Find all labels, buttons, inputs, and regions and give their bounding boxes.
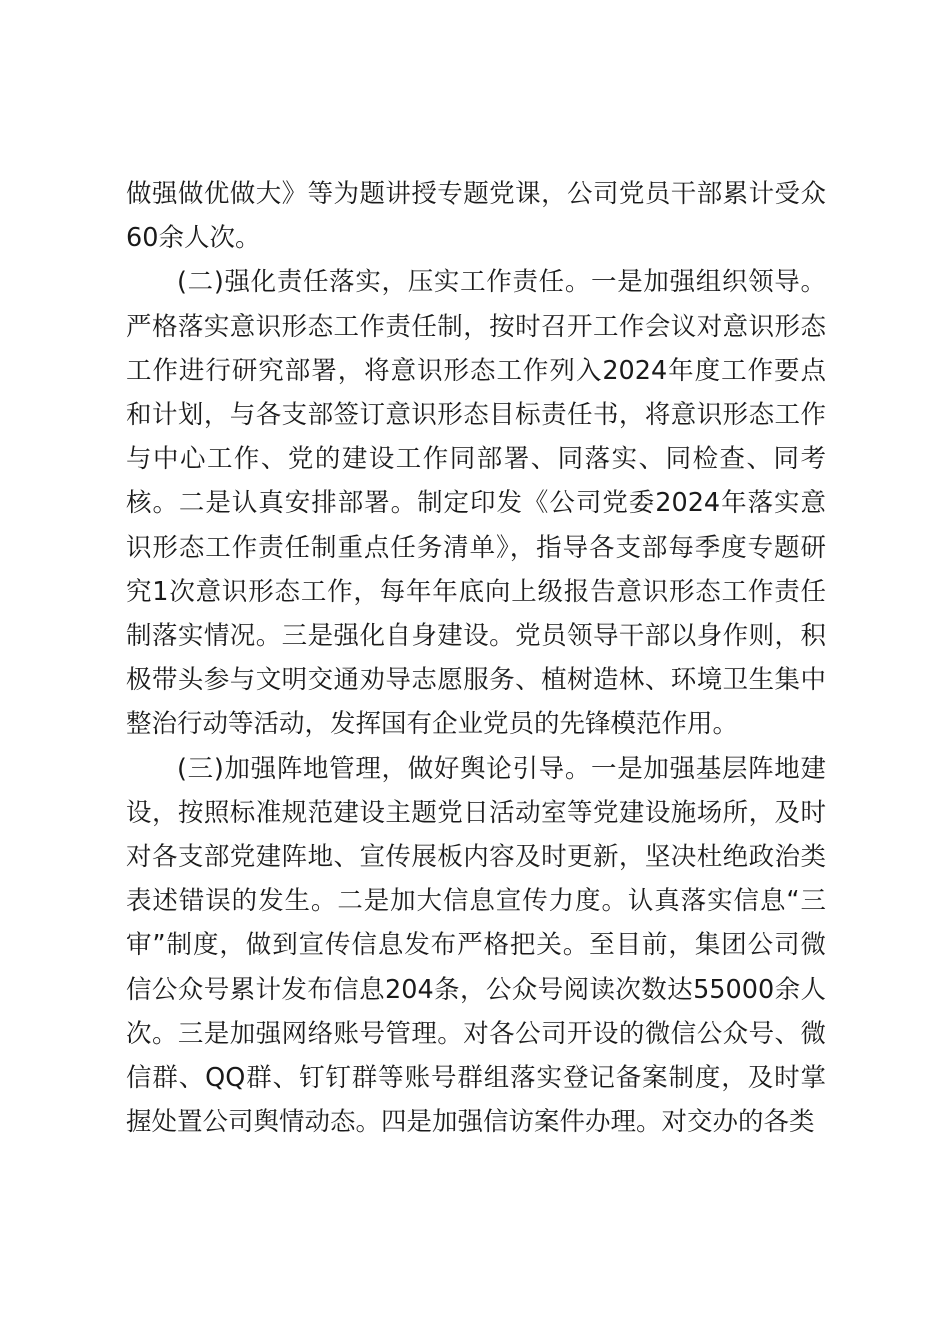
paragraph-continuation: 做强做优做大》等为题讲授专题党课，公司党员干部累计受众60余人次。 <box>126 179 826 254</box>
document-body <box>126 172 826 1144</box>
paragraph-responsibility: (二)强化责任落实，压实工作责任。一是加强组织领导。严格落实意识形态工作责任制，按时召开工作会议对意识形态工作进行研究部署，将意识形态工作列入2024年度工作要点和计划，与各支部签订意识形态目标责任书，将意识形态工作与中心工作、党的建设工作同部署、同落实、同检查、同考核。二是认真安排部署。制定印发《公司党委2024年落实意识形态工作责任制重点任务清单》，指导各支部每季度专题研究1次意识形态工作，每年年底向上级报告意识形态工作责任制落实情况。三是强化自身建设。党员领导干部以身作则，积极带头参与文明交通劝导志愿服务、植树造林、环境卫生集中整治行动等活动，发挥国有企业党员的先锋模范作用。 <box>126 267 826 740</box>
paragraph-position-management: (三)加强阵地管理，做好舆论引导。一是加强基层阵地建设，按照标准规范建设主题党日活动室等党建设施场所，及时对各支部党建阵地、宣传展板内容及时更新，坚决杜绝政治类表述错误的发生。二是加大信息宣传力度。认真落实信息“三审”制度，做到宣传信息发布严格把关。至目前，集团公司微信公众号累计发布信息204条，公众号阅读次数达55000余人次。三是加强网络账号管理。对各公司开设的微信公众号、微信群、QQ群、钉钉群等账号群组落实登记备案制度，及时掌握处置公司舆情动态。四是加强信访案件办理。对交办的各类 <box>126 753 826 1138</box>
